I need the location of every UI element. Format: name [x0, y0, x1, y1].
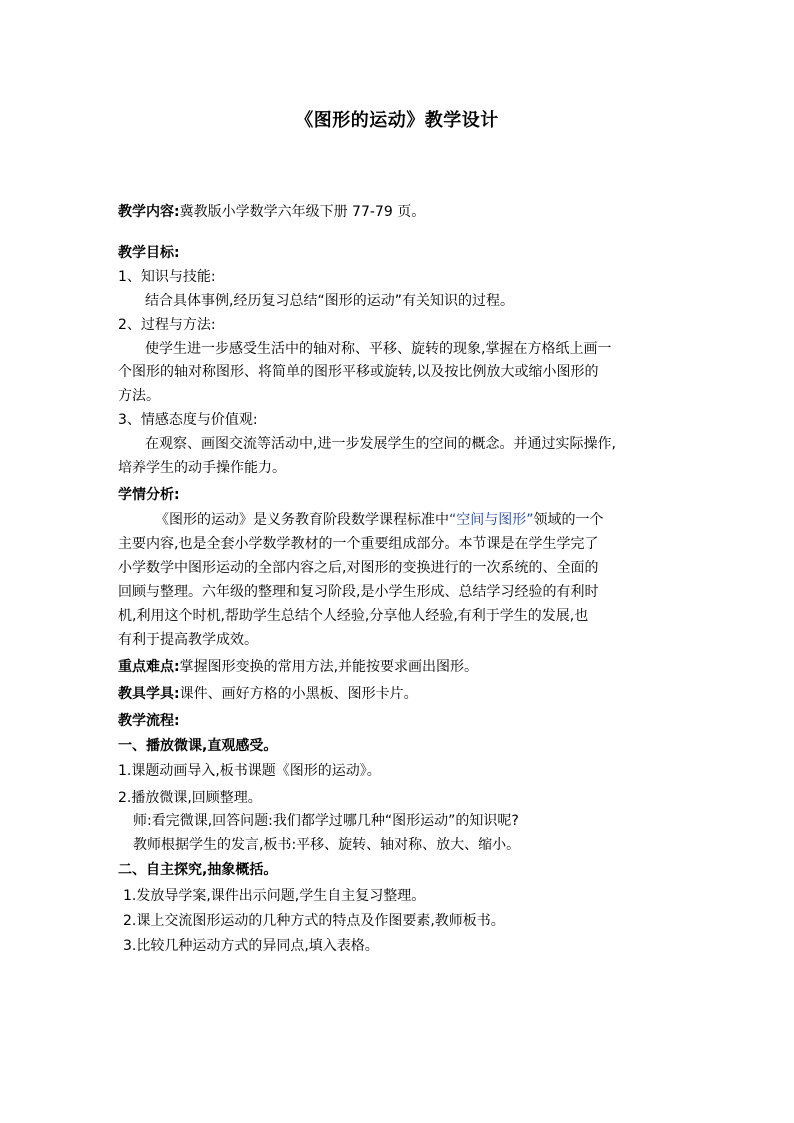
key-points-label: 重点难点:	[118, 659, 180, 675]
analysis-line-1-c: 领域的一个	[533, 512, 604, 528]
analysis-line-5: 机,利用这个时机,帮助学生总结个人经验,分享他人经验,有利于学生的发展,也	[118, 608, 589, 624]
section-2-item-1: 1.发放导学案,课件出示问题,学生自主复习整理。	[123, 888, 426, 904]
goal-2-line-2: 个图形的轴对称图形、将简单的图形平移或旋转,以及按比例放大或缩小图形的	[118, 364, 599, 380]
section-1-item-2-board: 教师根据学生的发言,板书:平移、旋转、轴对称、放大、缩小。	[133, 837, 521, 853]
analysis-line-1-b: “空间与图形”	[449, 512, 534, 528]
analysis-line-3: 小学数学中图形运动的全部内容之后,对图形的变换进行的一次系统的、全面的	[118, 560, 599, 576]
teaching-content-label: 教学内容:	[118, 204, 180, 220]
goal-2-line-1: 使学生进一步感受生活中的轴对称、平移、旋转的现象,掌握在方格纸上画一	[145, 341, 612, 357]
analysis-line-2: 主要内容,也是全套小学数学教材的一个重要组成部分。本节课是在学生学完了	[118, 536, 599, 552]
goal-2-line-3: 方法。	[118, 388, 160, 404]
goal-3-line-1: 在观察、画图交流等活动中,进一步发展学生的空间的概念。并通过实际操作,	[145, 436, 616, 452]
goal-3-line-2: 培养学生的动手操作能力。	[118, 460, 286, 476]
section-2-title: 二、自主探究,抽象概括。	[118, 862, 278, 878]
section-1-title: 一、播放微课,直观感受。	[118, 738, 278, 754]
goal-1-title: 1、知识与技能:	[118, 269, 216, 285]
section-1-item-2-question: 师:看完微课,回答问题:我们都学过哪几种“图形运动”的知识呢?	[133, 813, 519, 829]
goals-heading: 教学目标:	[118, 245, 180, 261]
analysis-line-4: 回顾与整理。六年级的整理和复习阶段,是小学生形成、总结学习经验的有利时	[118, 584, 599, 600]
section-1-item-2: 2.播放微课,回顾整理。	[118, 790, 262, 806]
teaching-content	[118, 202, 688, 222]
teaching-content-text: 冀教版小学数学六年级下册 77-79 页。	[179, 204, 426, 220]
process-heading: 教学流程:	[118, 713, 180, 729]
document-title: 《图形的运动》教学设计	[295, 110, 499, 131]
section-1-item-1: 1.课题动画导入,板书课题《图形的运动》。	[118, 763, 381, 779]
goal-1-text: 结合具体事例,经历复习总结“图形的运动”有关知识的过程。	[145, 293, 514, 309]
section-2-item-2: 2.课上交流图形运动的几种方式的特点及作图要素,教师板书。	[123, 913, 505, 929]
tools	[118, 684, 688, 704]
key-points-text: 掌握图形变换的常用方法,并能按要求画出图形。	[179, 659, 479, 675]
key-points	[118, 657, 688, 677]
analysis-line-1	[155, 510, 725, 530]
tools-text: 课件、画好方格的小黑板、图形卡片。	[179, 686, 418, 702]
section-2-item-3: 3.比较几种运动方式的异同点,填入表格。	[123, 938, 379, 954]
goal-2-title: 2、过程与方法:	[118, 317, 216, 333]
tools-label: 教具学具:	[118, 686, 180, 702]
analysis-line-6: 有利于提高教学成效。	[118, 632, 258, 648]
analysis-heading: 学情分析:	[118, 487, 180, 503]
analysis-line-1-a: 《图形的运动》是义务教育阶段数学课程标准中	[155, 512, 449, 528]
goal-3-title: 3、情感态度与价值观:	[118, 412, 258, 428]
